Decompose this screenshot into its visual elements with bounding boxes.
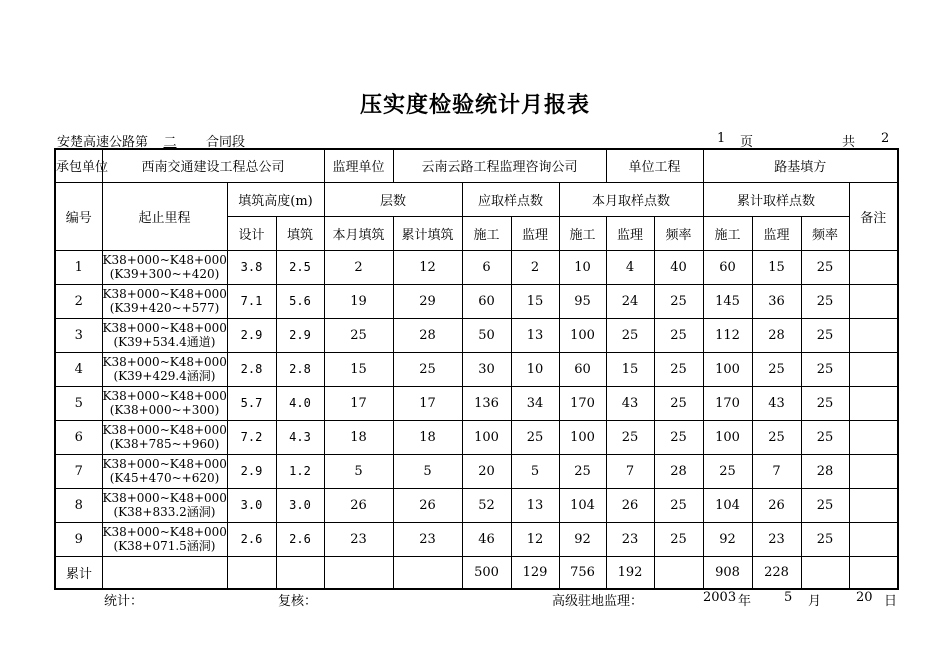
table-row — [55, 318, 898, 352]
monthly-construction: 104 — [559, 488, 606, 522]
header-height: 填筑高度(m) — [227, 182, 324, 216]
cumulative-supervision: 28 — [752, 318, 801, 352]
monthly-frequency: 25 — [654, 284, 703, 318]
design-height: 2.6 — [227, 522, 276, 556]
remark-cell — [849, 522, 898, 556]
remark-cell — [849, 318, 898, 352]
required-construction: 50 — [462, 318, 511, 352]
cumulative-construction: 104 — [703, 488, 752, 522]
monthly-construction: 170 — [559, 386, 606, 420]
row-number: 4 — [55, 352, 102, 386]
monthly-supervision: 7 — [606, 454, 654, 488]
monthly-construction: 100 — [559, 318, 606, 352]
cumulative-frequency: 28 — [801, 454, 849, 488]
layers-cumulative: 5 — [393, 454, 462, 488]
header-required: 应取样点数 — [462, 182, 559, 216]
total-required-supervision: 129 — [511, 556, 559, 589]
required-supervision: 10 — [511, 352, 559, 386]
cumulative-construction: 92 — [703, 522, 752, 556]
mileage-range: K38+000~K48+000 — [102, 389, 227, 403]
total-pages: 2 — [881, 131, 890, 146]
fill-height: 2.8 — [276, 352, 324, 386]
date-year: 2003 — [703, 590, 737, 605]
layers-cumulative: 25 — [393, 352, 462, 386]
header-cumulative: 累计取样点数 — [703, 182, 849, 216]
design-height: 7.1 — [227, 284, 276, 318]
total-monthly-construction: 756 — [559, 556, 606, 589]
total-cum-construction: 908 — [703, 556, 752, 589]
required-supervision: 25 — [511, 420, 559, 454]
remark-cell — [849, 420, 898, 454]
header-remark: 备注 — [849, 182, 898, 250]
fill-height: 4.0 — [276, 386, 324, 420]
layers-month: 25 — [324, 318, 393, 352]
design-height: 2.8 — [227, 352, 276, 386]
row-number: 5 — [55, 386, 102, 420]
page-label: 页 — [740, 135, 754, 150]
monthly-frequency: 25 — [654, 386, 703, 420]
table-row — [55, 488, 898, 522]
header-design: 设计 — [227, 216, 276, 250]
cumulative-supervision: 15 — [752, 250, 801, 284]
row-number: 3 — [55, 318, 102, 352]
row-number: 1 — [55, 250, 102, 284]
header-monthly-frequency: 频率 — [654, 216, 703, 250]
mileage-range: K38+000~K48+000 — [102, 253, 227, 267]
mileage-range: K38+000~K48+000 — [102, 457, 227, 471]
mileage-range: K38+000~K48+000 — [102, 321, 227, 335]
table-row — [55, 420, 898, 454]
total-cum-supervision: 228 — [752, 556, 801, 589]
cumulative-supervision: 43 — [752, 386, 801, 420]
mileage-detail: (K39+429.4涵洞) — [113, 369, 216, 383]
section-number: 二 — [163, 135, 177, 150]
mileage — [102, 352, 227, 386]
mileage-detail: (K38+785~+960) — [109, 437, 220, 451]
remark-cell — [849, 352, 898, 386]
required-construction: 20 — [462, 454, 511, 488]
supervisor-unit-name: 云南云路工程监理咨询公司 — [393, 149, 606, 182]
total-required-construction: 500 — [462, 556, 511, 589]
layers-cumulative: 26 — [393, 488, 462, 522]
project-prefix: 安楚高速公路第 — [57, 135, 149, 150]
header-row-1 — [55, 182, 898, 216]
row-number: 6 — [55, 420, 102, 454]
layers-cumulative: 18 — [393, 420, 462, 454]
header-layers: 层数 — [324, 182, 462, 216]
signature-footer — [0, 590, 950, 608]
fill-height: 2.5 — [276, 250, 324, 284]
cumulative-supervision: 26 — [752, 488, 801, 522]
date-day: 20 — [856, 590, 873, 605]
cumulative-supervision: 7 — [752, 454, 801, 488]
mileage-detail: (K39+420~+577) — [109, 301, 220, 315]
cumulative-construction: 112 — [703, 318, 752, 352]
info-row — [55, 149, 898, 182]
required-supervision: 2 — [511, 250, 559, 284]
header-monthly-construction: 施工 — [559, 216, 606, 250]
header-month-fill: 本月填筑 — [324, 216, 393, 250]
required-construction: 6 — [462, 250, 511, 284]
cumulative-supervision: 25 — [752, 352, 801, 386]
monthly-supervision: 24 — [606, 284, 654, 318]
total-row — [55, 556, 898, 589]
monthly-frequency: 25 — [654, 522, 703, 556]
required-supervision: 13 — [511, 318, 559, 352]
header-fill: 填筑 — [276, 216, 324, 250]
unit-project-name: 路基填方 — [703, 149, 898, 182]
cumulative-frequency: 25 — [801, 522, 849, 556]
fill-height: 1.2 — [276, 454, 324, 488]
monthly-frequency: 25 — [654, 318, 703, 352]
mileage — [102, 386, 227, 420]
row-number: 9 — [55, 522, 102, 556]
design-height: 3.0 — [227, 488, 276, 522]
header-mileage: 起止里程 — [102, 182, 227, 250]
table-row — [55, 352, 898, 386]
layers-month: 17 — [324, 386, 393, 420]
data-rows — [55, 250, 898, 556]
mileage-detail: (K38+071.5涵洞) — [113, 539, 216, 553]
header-cum-supervision: 监理 — [752, 216, 801, 250]
remark-cell — [849, 284, 898, 318]
monthly-supervision: 25 — [606, 318, 654, 352]
mileage — [102, 250, 227, 284]
cumulative-frequency: 25 — [801, 386, 849, 420]
layers-cumulative: 28 — [393, 318, 462, 352]
monthly-frequency: 25 — [654, 488, 703, 522]
layers-cumulative: 12 — [393, 250, 462, 284]
mileage-detail: (K39+300~+420) — [109, 267, 220, 281]
layers-cumulative: 29 — [393, 284, 462, 318]
cumulative-frequency: 25 — [801, 250, 849, 284]
mileage-detail: (K39+534.4通道) — [113, 335, 216, 349]
mileage — [102, 522, 227, 556]
fill-height: 5.6 — [276, 284, 324, 318]
total-label: 共 — [842, 135, 856, 150]
table-row — [55, 386, 898, 420]
required-supervision: 34 — [511, 386, 559, 420]
cumulative-frequency: 25 — [801, 488, 849, 522]
required-supervision: 15 — [511, 284, 559, 318]
monthly-construction: 92 — [559, 522, 606, 556]
mileage — [102, 454, 227, 488]
design-height: 2.9 — [227, 318, 276, 352]
header-cum-fill: 累计填筑 — [393, 216, 462, 250]
contractor-label: 承包单位 — [55, 149, 102, 182]
mileage-range: K38+000~K48+000 — [102, 287, 227, 301]
mileage-range: K38+000~K48+000 — [102, 525, 227, 539]
cumulative-frequency: 25 — [801, 284, 849, 318]
cumulative-frequency: 25 — [801, 318, 849, 352]
layers-month: 19 — [324, 284, 393, 318]
mileage-detail: (K45+470~+620) — [109, 471, 220, 485]
mileage-range: K38+000~K48+000 — [102, 423, 227, 437]
table-row — [55, 522, 898, 556]
cumulative-construction: 25 — [703, 454, 752, 488]
mileage-range: K38+000~K48+000 — [102, 355, 227, 369]
contractor-name: 西南交通建设工程总公司 — [102, 149, 324, 182]
cumulative-construction: 170 — [703, 386, 752, 420]
fill-height: 4.3 — [276, 420, 324, 454]
supervisor-unit-label: 监理单位 — [324, 149, 393, 182]
header-required-construction: 施工 — [462, 216, 511, 250]
row-number: 7 — [55, 454, 102, 488]
header-no: 编号 — [55, 182, 102, 250]
mileage — [102, 284, 227, 318]
total-monthly-supervision: 192 — [606, 556, 654, 589]
design-height: 5.7 — [227, 386, 276, 420]
fill-height: 2.6 — [276, 522, 324, 556]
required-construction: 60 — [462, 284, 511, 318]
monthly-frequency: 28 — [654, 454, 703, 488]
resident-supervisor-label: 高级驻地监理： — [552, 594, 644, 609]
cumulative-supervision: 23 — [752, 522, 801, 556]
statistician-label: 统计： — [104, 594, 144, 609]
monthly-supervision: 26 — [606, 488, 654, 522]
header-cum-construction: 施工 — [703, 216, 752, 250]
design-height: 7.2 — [227, 420, 276, 454]
report-table — [54, 148, 899, 590]
table-row — [55, 250, 898, 284]
monthly-supervision: 43 — [606, 386, 654, 420]
layers-month: 15 — [324, 352, 393, 386]
date-year-unit: 年 — [738, 594, 752, 609]
required-supervision: 13 — [511, 488, 559, 522]
header-cum-frequency: 频率 — [801, 216, 849, 250]
monthly-supervision: 25 — [606, 420, 654, 454]
remark-cell — [849, 250, 898, 284]
required-construction: 136 — [462, 386, 511, 420]
header-required-supervision: 监理 — [511, 216, 559, 250]
layers-month: 2 — [324, 250, 393, 284]
header-monthly-supervision: 监理 — [606, 216, 654, 250]
layers-month: 23 — [324, 522, 393, 556]
monthly-frequency: 25 — [654, 352, 703, 386]
mileage — [102, 420, 227, 454]
header-monthly: 本月取样点数 — [559, 182, 703, 216]
monthly-construction: 60 — [559, 352, 606, 386]
table-row — [55, 284, 898, 318]
fill-height: 2.9 — [276, 318, 324, 352]
report-title: 压实度检验统计月报表 — [359, 92, 590, 118]
subheader — [57, 131, 897, 149]
required-supervision: 12 — [511, 522, 559, 556]
mileage — [102, 488, 227, 522]
project-suffix: 合同段 — [206, 135, 246, 150]
cumulative-frequency: 25 — [801, 352, 849, 386]
design-height: 3.8 — [227, 250, 276, 284]
date-day-unit: 日 — [884, 594, 898, 609]
monthly-supervision: 15 — [606, 352, 654, 386]
required-construction: 52 — [462, 488, 511, 522]
cumulative-construction: 100 — [703, 420, 752, 454]
required-supervision: 5 — [511, 454, 559, 488]
monthly-construction: 95 — [559, 284, 606, 318]
design-height: 2.9 — [227, 454, 276, 488]
monthly-construction: 10 — [559, 250, 606, 284]
fill-height: 3.0 — [276, 488, 324, 522]
mileage-range: K38+000~K48+000 — [102, 491, 227, 505]
cumulative-construction: 145 — [703, 284, 752, 318]
reviewer-label: 复核： — [278, 594, 318, 609]
layers-cumulative: 23 — [393, 522, 462, 556]
layers-month: 5 — [324, 454, 393, 488]
monthly-construction: 25 — [559, 454, 606, 488]
monthly-supervision: 23 — [606, 522, 654, 556]
row-number: 2 — [55, 284, 102, 318]
cumulative-construction: 60 — [703, 250, 752, 284]
mileage-detail: (K38+000~+300) — [109, 403, 220, 417]
layers-cumulative: 17 — [393, 386, 462, 420]
row-number: 8 — [55, 488, 102, 522]
monthly-supervision: 4 — [606, 250, 654, 284]
layers-month: 26 — [324, 488, 393, 522]
date-month-unit: 月 — [808, 594, 822, 609]
monthly-frequency: 40 — [654, 250, 703, 284]
monthly-frequency: 25 — [654, 420, 703, 454]
date-month: 5 — [784, 590, 793, 605]
required-construction: 30 — [462, 352, 511, 386]
remark-cell — [849, 386, 898, 420]
monthly-construction: 100 — [559, 420, 606, 454]
required-construction: 46 — [462, 522, 511, 556]
remark-cell — [849, 454, 898, 488]
table-row — [55, 454, 898, 488]
cumulative-construction: 100 — [703, 352, 752, 386]
remark-cell — [849, 488, 898, 522]
mileage — [102, 318, 227, 352]
unit-project-label: 单位工程 — [606, 149, 703, 182]
cumulative-supervision: 25 — [752, 420, 801, 454]
cumulative-supervision: 36 — [752, 284, 801, 318]
total-label: 累计 — [55, 556, 102, 589]
required-construction: 100 — [462, 420, 511, 454]
mileage-detail: (K38+833.2涵洞) — [113, 505, 216, 519]
layers-month: 18 — [324, 420, 393, 454]
cumulative-frequency: 25 — [801, 420, 849, 454]
page-number: 1 — [717, 131, 726, 146]
